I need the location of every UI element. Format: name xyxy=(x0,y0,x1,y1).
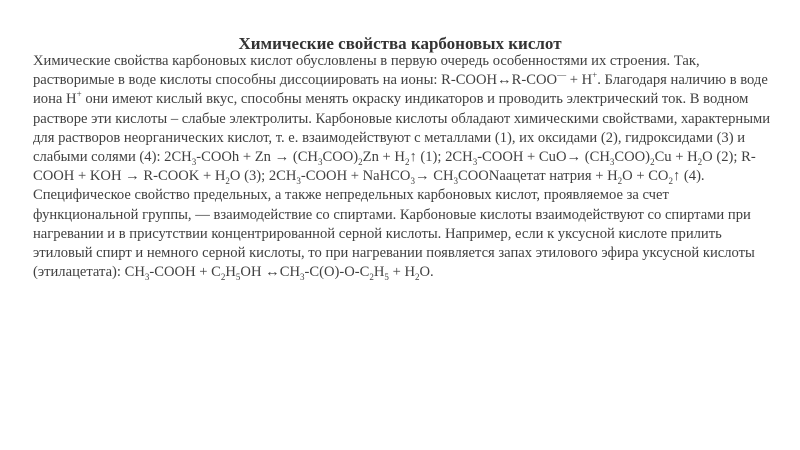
slide-body-text xyxy=(33,52,773,282)
subscript: 3 xyxy=(300,272,305,283)
subscript: 2 xyxy=(697,156,703,167)
subscript: 3 xyxy=(472,156,478,167)
superscript: + xyxy=(76,89,82,100)
subscript: 2 xyxy=(225,176,230,187)
text-run: COO) xyxy=(322,149,359,166)
text-run: O + CO xyxy=(622,168,669,185)
subscript: 2 xyxy=(220,272,226,283)
text-run: . Благодаря наличию в воде иона H xyxy=(33,72,768,108)
text-run: COONaацетат натрия + H xyxy=(457,168,618,185)
text-run: H xyxy=(225,264,236,281)
text-run: -COOH + NaHCO xyxy=(300,168,411,185)
text-run: O (3); 2CH xyxy=(229,168,297,185)
text-run: ↑ (1); 2CH xyxy=(409,149,473,166)
text-run: -COOH + C xyxy=(149,264,221,281)
subscript: 2 xyxy=(668,176,673,187)
subscript: 3 xyxy=(296,176,301,187)
text-run: -COOH + CuO→ (CH xyxy=(477,149,610,166)
subscript: 3 xyxy=(609,156,615,167)
text-run: -COOh + Zn → (CH xyxy=(196,149,318,166)
text-run: Cu + H xyxy=(654,149,698,166)
subscript: 2 xyxy=(369,272,374,283)
text-run: + H xyxy=(388,264,415,281)
text-run: они имеют кислый вкус, способны менять окраску индикаторов и проводить электрический ток. В водном растворе эти кислоты – слабые электролиты. Карбоновые кислоты обладают химическими свойствами, характерными для растворов неорганических кислот, т. е. взаимодействуют с металлами (1), их оксидами (2), гидроксидами (3) и слабыми солями (4): 2CH xyxy=(33,91,771,166)
superscript: — xyxy=(557,70,567,81)
text-run: Zn + H xyxy=(362,149,405,166)
text-run: -C(O)-O-C xyxy=(304,264,370,281)
text-run: COO) xyxy=(614,149,651,166)
slide-title: Химические свойства карбоновых кислот xyxy=(238,34,562,53)
text-run: Химические свойства карбоновых кислот обусловлены в первую очередь особенностями их строения. Так, растворимые в воде кислоты способны диссоциировать на ионы: R-COOH↔R-COO xyxy=(33,53,700,89)
text-run: O (2); R-COOH + KOH → R-COOK + H xyxy=(33,149,756,185)
text-run: → CH xyxy=(414,168,454,185)
subscript: 5 xyxy=(235,272,241,283)
subscript: 3 xyxy=(317,156,323,167)
subscript: 3 xyxy=(410,176,415,187)
subscript: 2 xyxy=(617,176,623,187)
subscript: 2 xyxy=(415,272,420,283)
subscript: 3 xyxy=(191,156,197,167)
subscript: 2 xyxy=(650,156,655,167)
subscript: 3 xyxy=(453,176,458,187)
subscript: 3 xyxy=(144,272,150,283)
text-run: ↑ (4). Специфическое свойство предельных, а также непредельных карбоновых кислот, проявляемое за счет функциональной группы, — взаимодействие со спиртами. Карбоновые кислоты взаимодействуют со спиртами при нагревании и в присутствии концентрированной серной кислоты. Например, если к уксусной кислоте прилить этиловый спирт и немного серной кислоты, то при нагревании появляется запах этилового эфира уксусной кислоты (этилацетата): CH xyxy=(33,168,755,281)
text-run: O. xyxy=(419,264,434,281)
text-run: + H xyxy=(566,72,593,89)
subscript: 5 xyxy=(384,272,389,283)
superscript: + xyxy=(592,70,598,81)
text-run: H xyxy=(373,264,385,281)
subscript: 2 xyxy=(358,156,363,167)
text-run: OH ↔CH xyxy=(240,264,301,281)
subscript: 2 xyxy=(404,156,410,167)
